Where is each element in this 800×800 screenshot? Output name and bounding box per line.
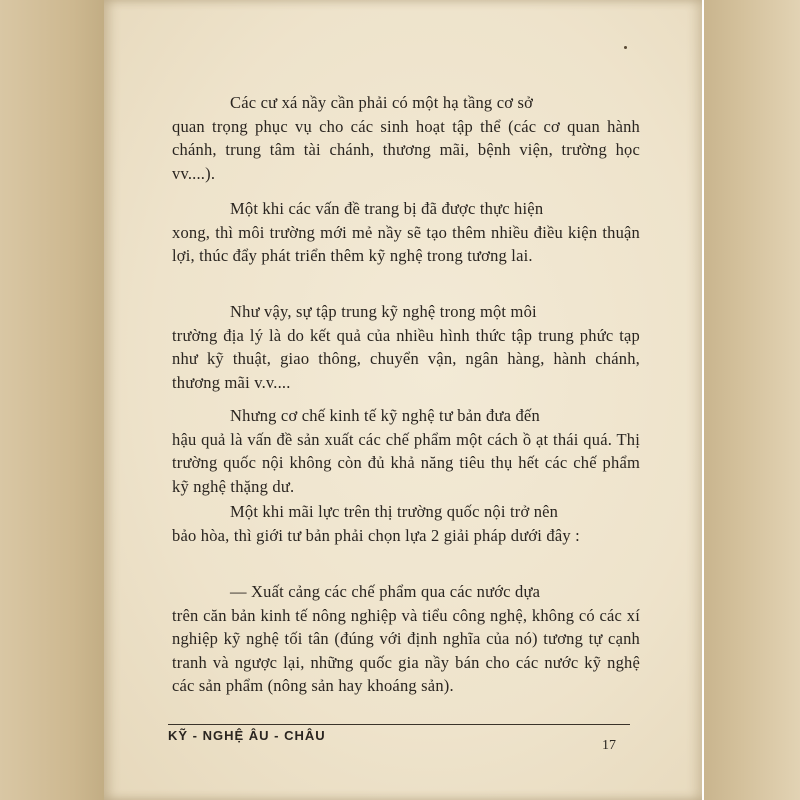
paragraph-4-first-line: Nhưng cơ chế kinh tế kỹ nghệ tư bản đưa đến xyxy=(230,406,540,425)
paper-speck xyxy=(624,46,627,49)
footer-rule xyxy=(168,724,630,725)
paragraph-1 xyxy=(172,91,640,185)
book-cover-right-edge xyxy=(704,0,800,800)
paragraph-3-body: trường địa lý là do kết quả của nhiều hình thức tập trung phức tạp như kỹ thuật, giao thông, chuyển vận, ngân hàng, hành chánh, thương mãi v.v.... xyxy=(172,325,640,392)
paragraph-2-first-line: Một khi các vấn đề trang bị đã được thực hiện xyxy=(230,199,544,218)
book-cover-left-edge xyxy=(0,0,104,800)
paragraph-5-first-line: Một khi mãi lực trên thị trường quốc nội trở nên xyxy=(230,502,559,521)
running-title: KỸ - NGHỆ ÂU - CHÂU xyxy=(168,728,326,743)
paragraph-6 xyxy=(172,580,640,698)
paragraph-4-body: hậu quả là vấn đề sản xuất các chế phẩm một cách ồ ạt thái quá. Thị trường quốc nội không còn đủ khả năng tiêu thụ hết các chế phẩm kỹ nghệ thặng dư. xyxy=(172,429,640,496)
paragraph-5-body: bảo hòa, thì giới tư bản phải chọn lựa 2 giải pháp dưới đây : xyxy=(172,525,580,545)
paragraph-5 xyxy=(172,500,640,547)
paragraph-6-body: trên căn bản kinh tế nông nghiệp và tiểu công nghệ, không có các xí nghiệp kỹ nghệ tối tân (đúng với định nghĩa của nó) tương tự cạnh tranh và ngược lại, những quốc gia nầy bán cho các nước kỹ nghệ các sản phẩm (nông sản hay khoáng sản). xyxy=(172,605,640,695)
page-number: 17 xyxy=(602,738,616,753)
paragraph-2 xyxy=(172,197,640,268)
paragraph-3-first-line: Như vậy, sự tập trung kỹ nghệ trong một môi xyxy=(230,302,537,321)
paragraph-3 xyxy=(172,300,640,394)
paragraph-2-body: xong, thì môi trường mới mẻ nầy sẽ tạo thêm nhiều điều kiện thuận lợi, thúc đẩy phát triển thêm kỹ nghệ trong tương lai. xyxy=(172,222,640,265)
paragraph-1-body: quan trọng phục vụ cho các sinh hoạt tập thể (các cơ quan hành chánh, trung tâm tài chánh, thương mãi, bệnh viện, trường học vv....). xyxy=(172,116,640,183)
paragraph-4 xyxy=(172,404,640,498)
paragraph-1-first-line: Các cư xá nầy cần phải có một hạ tầng cơ sở xyxy=(230,93,534,112)
paragraph-6-first-line: — Xuất cảng các chế phẩm qua các nước dựa xyxy=(230,582,541,601)
